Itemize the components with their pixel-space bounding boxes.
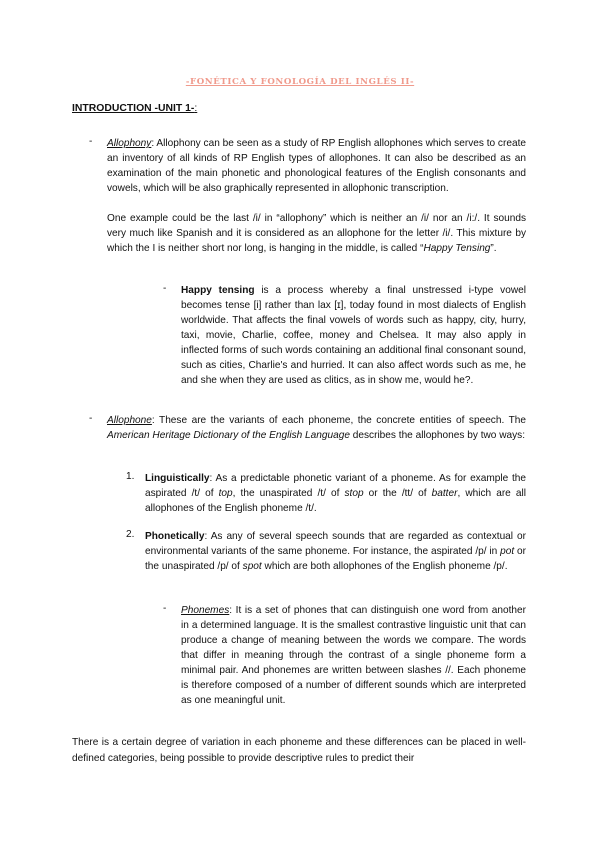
linguistically-text: : As a predictable phonetic variant of a phoneme. As for example the aspirated /t/ of [145,473,526,499]
allophony-term: Allophony [107,138,152,149]
linguistically-paragraph [145,471,526,516]
allophone-paragraph [107,413,526,443]
phonetically-text: : As any of several speech sounds that are regarded as contextual or environmental variants of the same phoneme. For instance, the aspirated /p/ in [145,531,526,557]
example-word: stop [344,488,364,499]
dictionary-title: American Heritage Dictionary of the English Language [107,430,350,441]
example-word: batter [431,488,458,499]
phonetically-text: which are both allophones of the English phoneme /p/. [261,561,508,572]
phonetically-paragraph [145,529,526,574]
bullet-marker: - [163,283,167,294]
list-number: 2. [126,529,135,540]
phonemes-definition: : It is a set of phones that can distinguish one word from another in a determined language. It is the smallest contrastive linguistic unit that can produce a change of meaning between the words we compare. The words that differ in meaning through the contrast of a single phoneme form a minimal pair. And phonemes are written between slashes //. Each phoneme is therefore composed of a number of different sounds which are interpreted as one meaningful unit. [181,605,526,706]
phonemes-paragraph [181,603,526,708]
linguistically-text: , the unaspirated /t/ of [232,488,345,499]
example-word: pot [500,546,515,557]
allophone-text-1: : These are the variants of each phoneme, the concrete entities of speech. The [151,415,526,426]
allophony-example-text: One example could be the last /i/ in “allophony” which is neither an /i/ nor an /i:/. It sounds very much like Spanish and it is considered as an allophone for the letter /i/. This mixture by which the I is neither short nor long, is hanging in the middle, is called “ [107,213,526,254]
allophone-text-2: describes the allophones by two ways: [349,430,526,441]
phonemes-term: Phonemes [181,605,230,616]
phonetically-term: Phonetically [145,531,205,542]
happy-tensing-definition: is a process whereby a final unstressed i-type vowel becomes tense [i] rather than lax [ɪ], today found in most dialects of English worldwide. That affects the final vowels of words such as happy, city, hurry, taxi, movie, Charlie, coffee, money and Chelsea. It may also apply in inflected forms of such words containing an additional final consonant sound, such as cities, Charlie's and hurried. It can also affect words such as me, he and she when they are used as clitics, as in show me, would he?. [181,285,526,386]
phonetically-text: or the unaspirated /p/ of [145,546,526,572]
linguistically-text: , which are all allophones of the English phoneme /t/. [145,488,526,514]
example-word: top [218,488,233,499]
linguistically-term: Linguistically [145,473,210,484]
document-title: -FONÉTICA Y FONOLOGÍA DEL INGLÉS II- [185,77,415,87]
allophony-example-end: ”. [490,243,497,254]
linguistically-text: or the /tt/ of [363,488,432,499]
example-word: spot [242,561,262,572]
section-heading [72,103,197,114]
allophone-term: Allophone [107,415,152,426]
allophony-definition: : Allophony can be seen as a study of RP English allophones which serves to create an inventory of all kinds of RP English types of allophones. It can also be described as an examination of the main phonetic and phonological features of the English consonants and vowels, which will be also graphically represented in allophonic transcription. [107,138,526,194]
list-number: 1. [126,471,135,482]
bullet-marker: - [89,136,93,147]
closing-paragraph: There is a certain degree of variation in each phoneme and these differences can be placed in well-defined categories, being possible to provide descriptive rules to predict their [72,737,526,764]
allophony-paragraph [107,136,526,196]
section-heading-colon: : [194,103,198,114]
allophony-example [107,211,526,256]
allophony-example-term: Happy Tensing [423,243,491,254]
section-heading-text: INTRODUCTION -UNIT 1- [72,103,195,114]
happy-tensing-term: Happy tensing [181,285,255,296]
bullet-marker: - [89,413,93,424]
happy-tensing-paragraph [181,283,526,388]
bullet-marker: - [163,603,167,614]
